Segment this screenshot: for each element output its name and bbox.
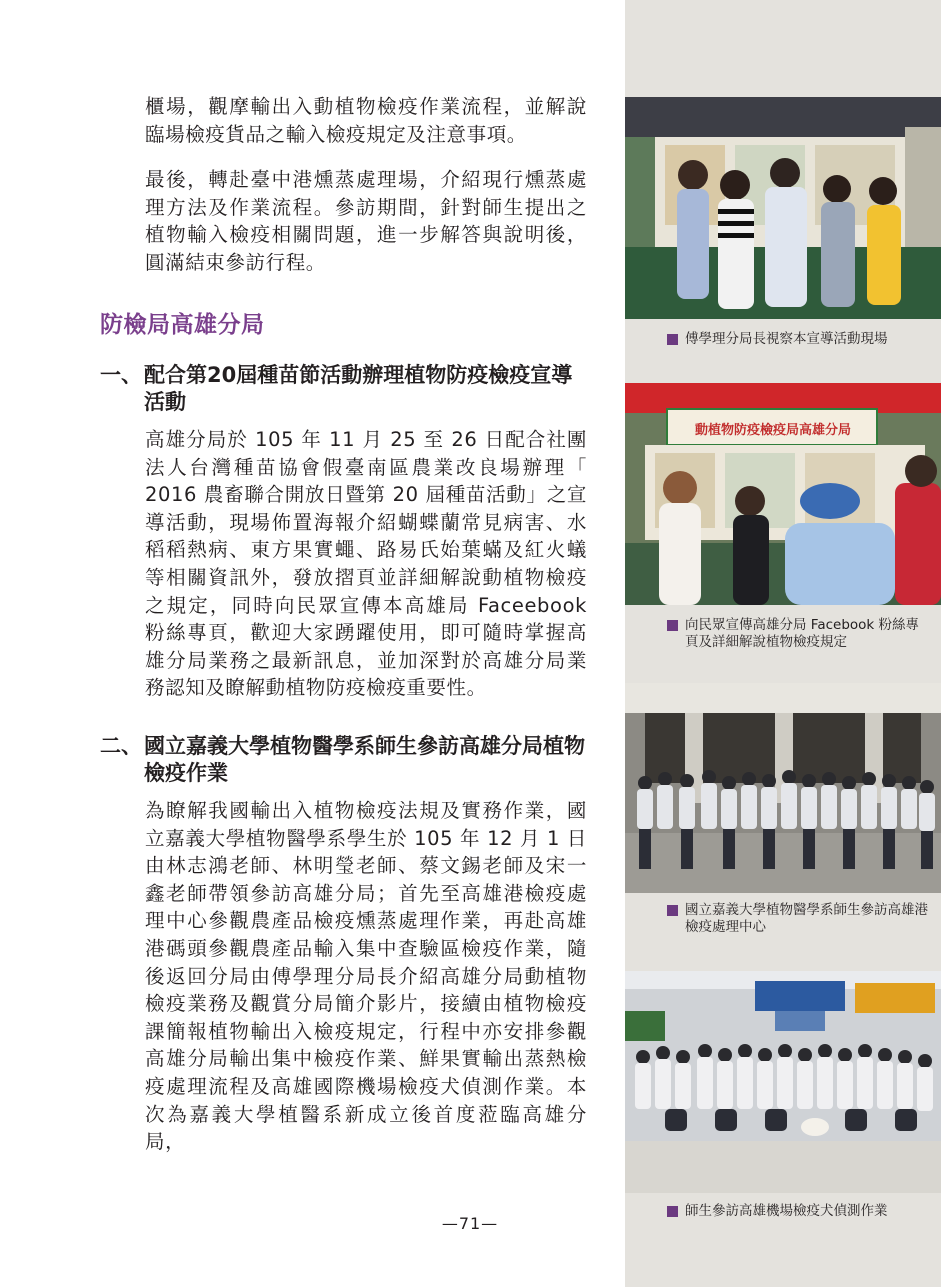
section-title: 防檢局高雄分局 [100, 312, 265, 338]
caption-square-icon [667, 1206, 678, 1217]
item-1-heading-text: 配合第20屆種苗節活動辦理植物防疫檢疫宣導活動 [144, 363, 573, 414]
photo-2-caption [667, 617, 929, 651]
caption-square-icon [667, 620, 678, 631]
photo-2-banner: 動植物防疫檢疫局高雄分局 [694, 423, 851, 438]
photo-promotion-booth [625, 383, 941, 605]
item-2-body: 為瞭解我國輸出入植物檢疫法規及實務作業，國立嘉義大學植物醫學系學生於 105 年 12 月 1 日由林志鴻老師、林明瑩老師、蔡文錫老師及宋一鑫老師帶領參訪高雄分局；首先至高雄港檢疫處理中心參觀農產品檢疫燻蒸處理作業，再赴高雄港碼頭參觀農產品輸入集中查驗區檢疫作業，隨後返回分局由傅學理分局長介紹高雄分局動植物檢疫業務及觀賞分局簡介影片，接續由植物檢疫課簡報植物輸出入檢疫規定，行程中亦安排參觀高雄分局輸出集中檢疫作業、鮮果實輸出蒸熱檢疫處理流程及高雄國際機場檢疫犬偵測作業。本次為嘉義大學植醫系新成立後首度蒞臨高雄分局， [145, 799, 587, 1154]
photo-1-caption-text: 傅學理分局長視察本宣導活動現場 [685, 331, 888, 347]
item-1-body: 高雄分局於 105 年 11 月 25 至 26 日配合社團法人台灣種苗協會假臺南區農業改良場辦理「 2016 農畜聯合開放日暨第 20 屆種苗活動」之宣導活動，現場佈置海報介紹蝴蝶蘭常見病害、水稻稻熱病、東方果實蠅、路易氏始葉蟎及紅火蟻等相關資訊外，發放摺頁並詳細解說動植物檢疫之規定，同時向民眾宣傳本高雄局 Faceebook 粉絲專頁，歡迎大家踴躍使用，即可隨時掌握高雄分局業務之最新訊息，並加深對於高雄分局業務認知及瞭解動植物防疫檢疫重要性。 [145, 428, 587, 700]
photo-4-caption-text: 師生參訪高雄機場檢疫犬偵測作業 [685, 1203, 888, 1219]
photo-2-caption-text: 向民眾宣傳高雄分局 Facebook 粉絲專頁及詳細解說植物檢疫規定 [685, 617, 920, 650]
intro-paragraph-2: 最後，轉赴臺中港燻蒸處理場，介紹現行燻蒸處理方法及作業流程。參訪期間，針對師生提出之植物輸入檢疫相關問題，進一步解答與說明後，圓滿結束參訪行程。 [145, 168, 587, 274]
intro-paragraph-1: 櫃場，觀摩輸出入動植物檢疫作業流程，並解說臨場檢疫貨品之輸入檢疫規定及注意事項。 [145, 95, 587, 146]
page-number: —71— [441, 1214, 499, 1233]
caption-square-icon [667, 905, 678, 916]
photo-4-caption [667, 1203, 929, 1220]
item-2-heading [100, 733, 590, 787]
photo-1-caption [667, 331, 929, 348]
photo-airport-group [625, 971, 941, 1193]
item-2-number: 二、 [100, 734, 142, 758]
caption-square-icon [667, 334, 678, 345]
item-2-heading-text: 國立嘉義大學植物醫學系師生參訪高雄分局植物檢疫作業 [144, 734, 585, 785]
photo-booth-visit [625, 97, 941, 319]
item-1-heading [100, 362, 590, 416]
item-1-number: 一、 [100, 363, 142, 387]
photo-3-caption-text: 國立嘉義大學植物醫學系師生參訪高雄港檢疫處理中心 [685, 902, 928, 935]
photo-port-group [625, 683, 941, 893]
photo-3-caption [667, 902, 929, 936]
